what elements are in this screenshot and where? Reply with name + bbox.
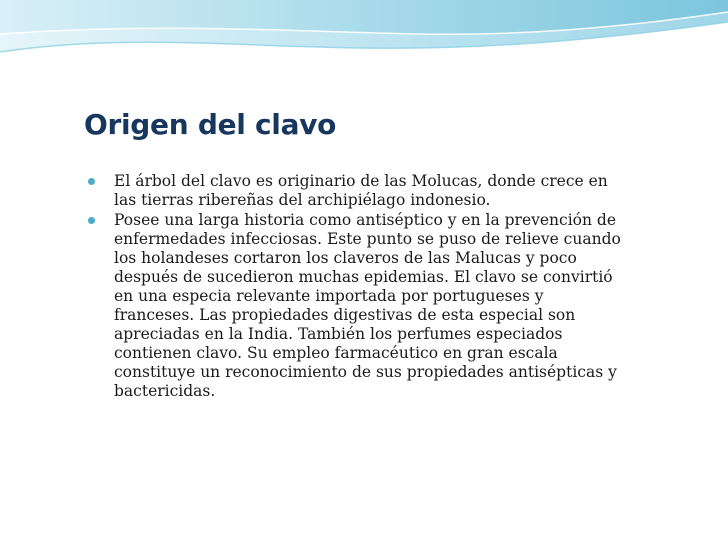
header-wave-decoration <box>0 0 728 80</box>
bullet-list <box>84 172 624 402</box>
bullet-text: El árbol del clavo es originario de las Molucas, donde crece en las tierras ribereñas del archipiélago indonesio. <box>114 172 608 209</box>
bullet-dot-icon <box>88 178 95 185</box>
bullet-dot-icon <box>88 217 95 224</box>
bullet-item <box>84 172 624 210</box>
slide-title: Origen del clavo <box>84 108 337 141</box>
bullet-item <box>84 211 624 401</box>
bullet-text: Posee una larga historia como antiséptico y en la prevención de enfermedades infecciosas. Este punto se puso de relieve cuando los holandeses cortaron los claveros de las Malucas y poco después de sucedieron muchas epidemias. El clavo se convirtió en una especia relevante importada por portugueses y franceses. Las propiedades digestivas de esta especial son apreciadas en la India. También los perfumes especiados contienen clavo. Su empleo farmacéutico en gran escala constituye un reconocimiento de sus propiedades antisépticas y bactericidas. <box>114 211 621 400</box>
